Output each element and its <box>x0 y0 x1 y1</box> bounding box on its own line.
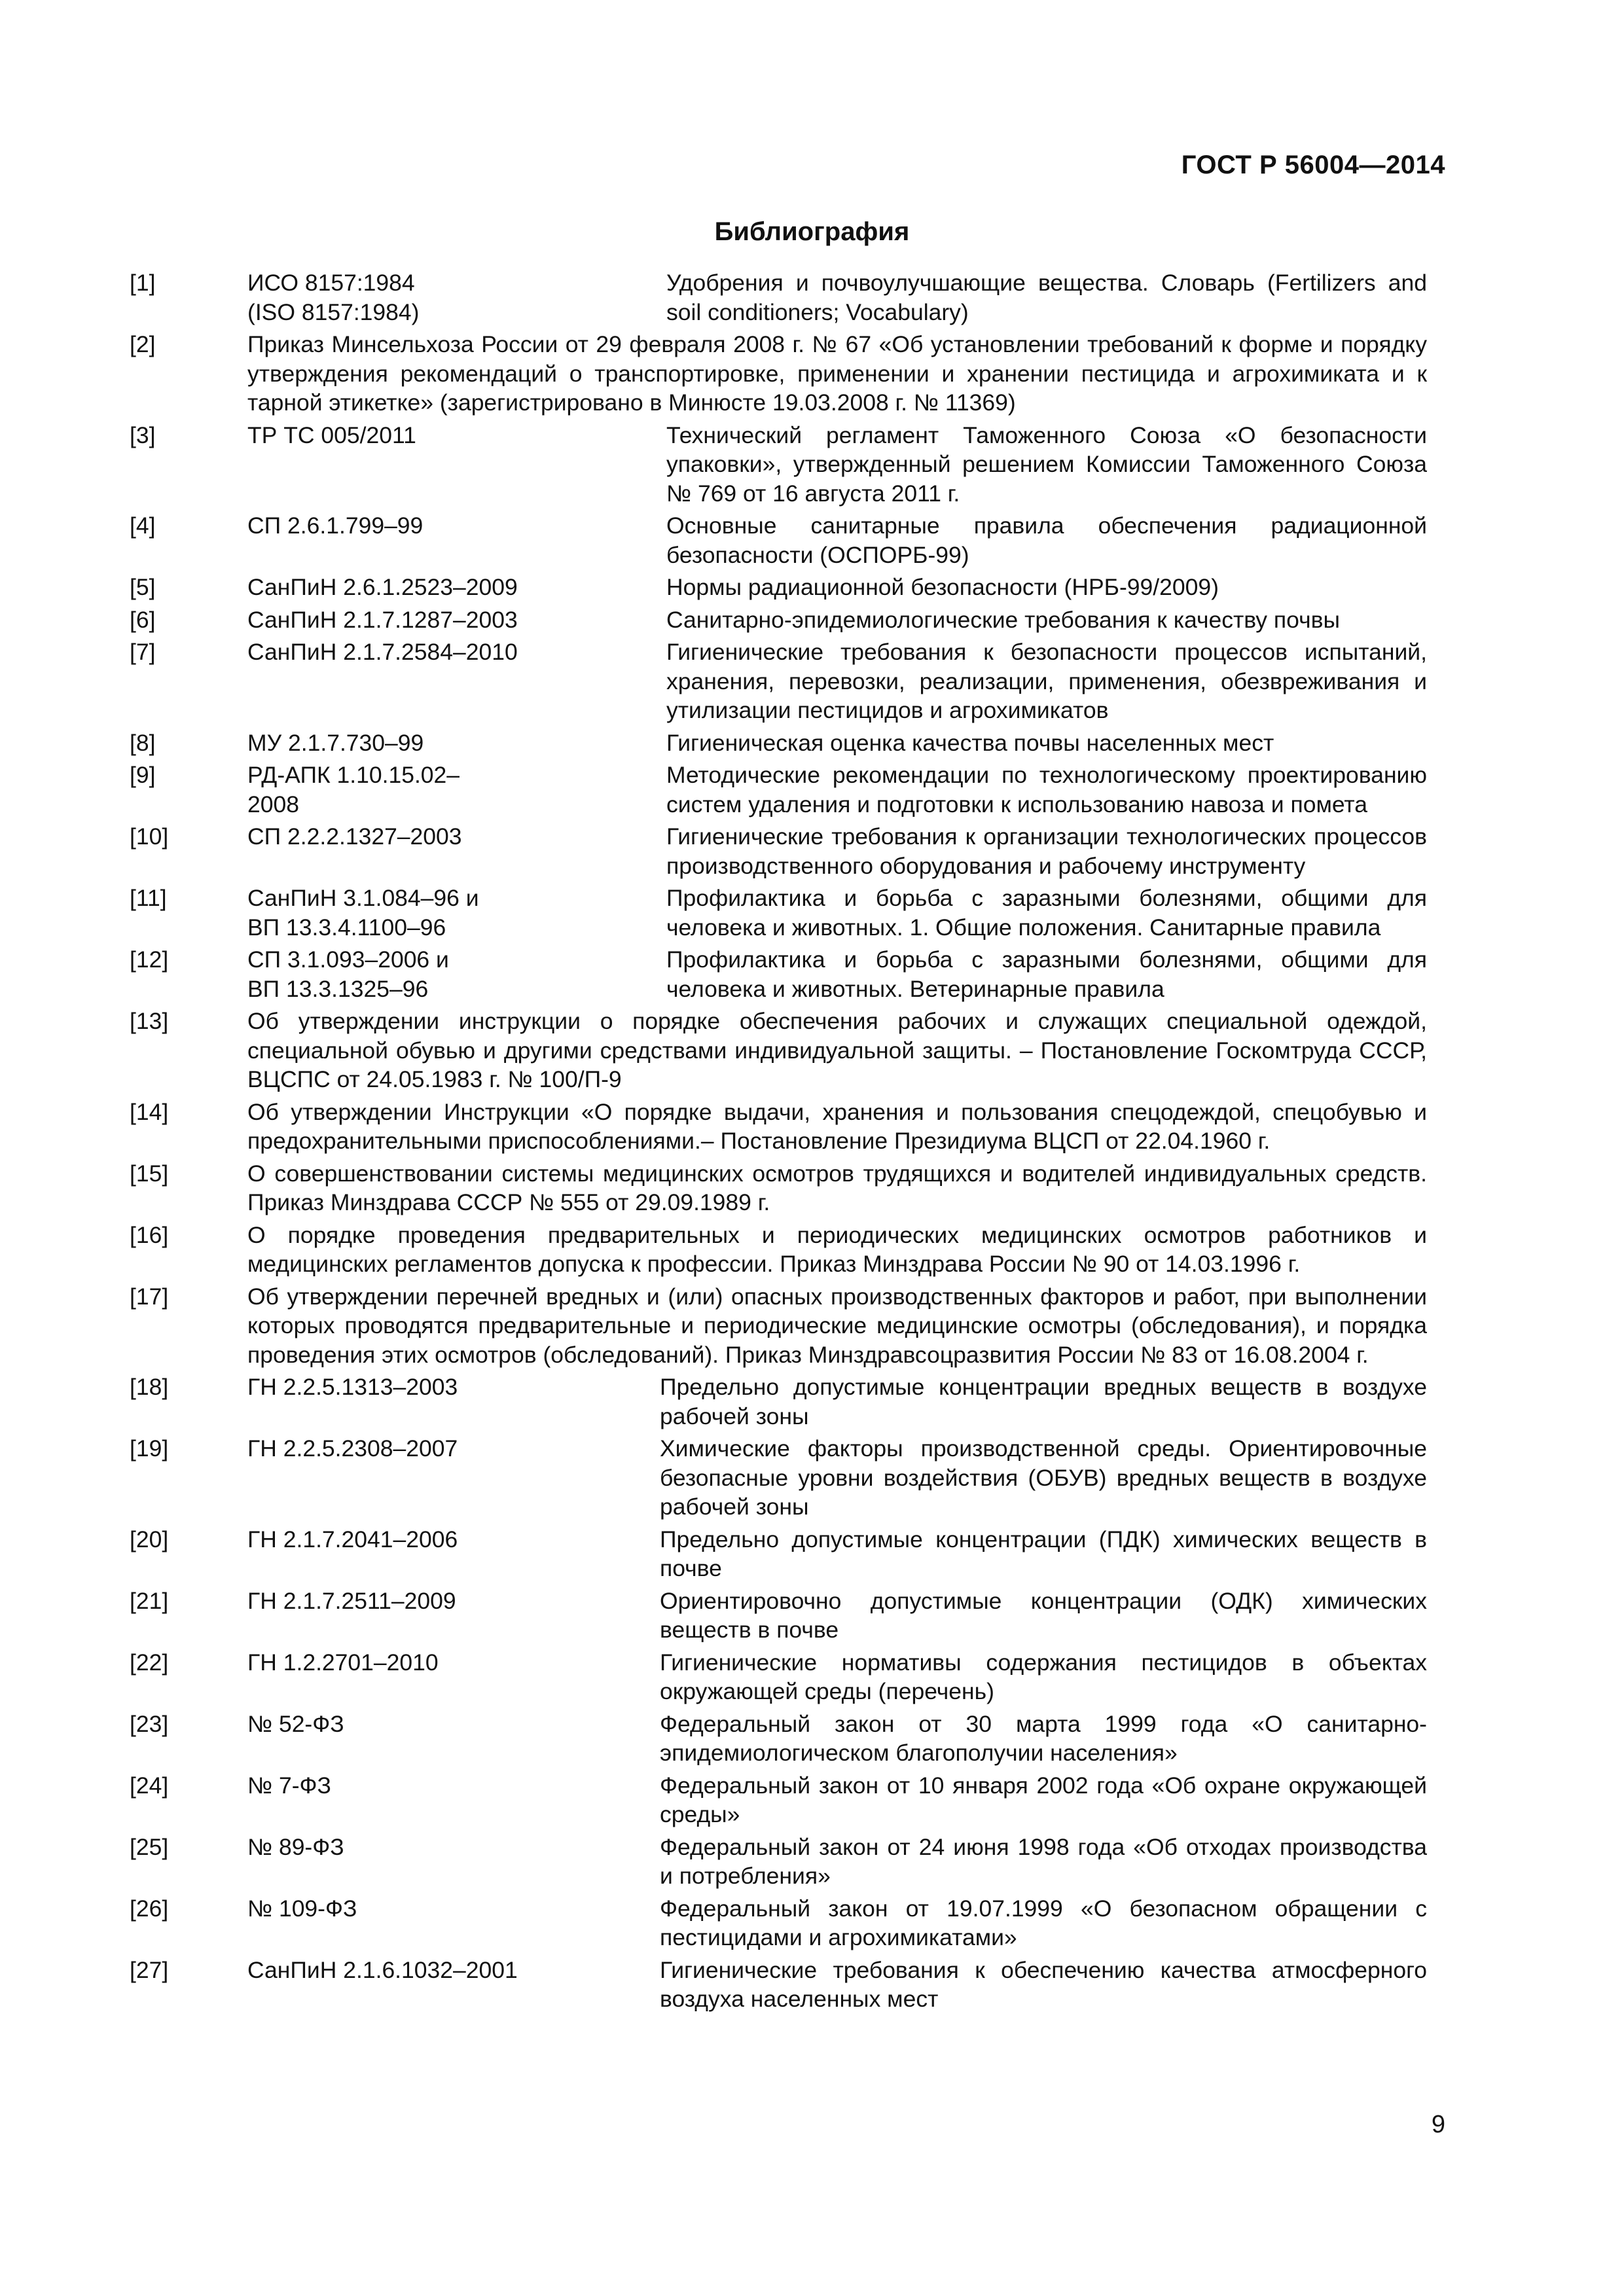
entry-code: ИСО 8157:1984 (ISO 8157:1984) <box>247 270 420 325</box>
bibliography-entry <box>130 1771 1427 1829</box>
entry-number: [7] <box>130 639 156 665</box>
bibliography-entry <box>130 1221 1427 1279</box>
entry-number: [25] <box>130 1833 169 1860</box>
entry-description: Гигиенические требования к безопасности процессов испытаний, хранения, перевозки, реализации, применения, обезвреживания и утилизации пестицидов и агрохимикатов <box>666 639 1427 723</box>
entry-number: [22] <box>130 1649 169 1676</box>
entry-description: Ориентировочно допустимые концентрации (ОДК) химических веществ в почве <box>660 1587 1427 1643</box>
bibliography-entry <box>130 268 1427 327</box>
entry-description: Профилактика и борьба с заразными болезнями, общими для человека и животных. 1. Общие положения. Санитарные правила <box>666 885 1427 941</box>
entry-code: СП 2.6.1.799–99 <box>247 512 424 539</box>
entry-description: Гигиенические нормативы содержания пестицидов в объектах окружающей среды (перечень) <box>660 1649 1427 1704</box>
entry-code: ГН 2.1.7.2511–2009 <box>247 1587 456 1614</box>
entry-code: РД-АПК 1.10.15.02– 2008 <box>247 762 460 817</box>
bibliography-entry <box>130 1159 1427 1217</box>
entry-number: [3] <box>130 422 156 448</box>
entry-description: Федеральный закон от 30 марта 1999 года «О санитарно-эпидемиологическом благополучии населения» <box>660 1710 1427 1766</box>
bibliography-entry <box>130 421 1427 509</box>
bibliography-entry <box>130 1372 1427 1431</box>
entry-number: [15] <box>130 1160 169 1187</box>
entry-code: СП 2.2.2.1327–2003 <box>247 823 462 850</box>
entry-number: [26] <box>130 1895 169 1922</box>
bibliography-entry <box>130 945 1427 1003</box>
entry-number: [8] <box>130 729 156 756</box>
entry-number: [4] <box>130 512 156 539</box>
bibliography-entry <box>130 511 1427 569</box>
entry-text: Об утверждении перечней вредных и (или) опасных производственных факторов и работ, при выполнении которых проводятся предварительные и периодические медицинские осмотры (обследования), и порядка проведения этих осмотров (обследований). Приказ Минздравсоцразвития России № 83 от 16.08.2004 г. <box>247 1283 1427 1368</box>
entry-code: № 7-ФЗ <box>247 1772 331 1799</box>
bibliography-entry <box>130 884 1427 942</box>
entry-description: Федеральный закон от 19.07.1999 «О безопасном обращении с пестицидами и агрохимикатами» <box>660 1895 1427 1950</box>
bibliography-list <box>130 268 1427 2017</box>
entry-description: Нормы радиационной безопасности (НРБ-99/2009) <box>666 574 1219 600</box>
bibliography-entry <box>130 761 1427 819</box>
bibliography-entry <box>130 1894 1427 1952</box>
entry-number: [21] <box>130 1587 169 1614</box>
entry-number: [14] <box>130 1098 169 1125</box>
entry-number: [6] <box>130 606 156 633</box>
bibliography-entry <box>130 1587 1427 1645</box>
entry-code: ТР ТС 005/2011 <box>247 422 416 448</box>
bibliography-entry <box>130 1648 1427 1706</box>
bibliography-entry <box>130 1282 1427 1370</box>
bibliography-entry <box>130 605 1427 635</box>
entry-description: Удобрения и почвоулучшающие вещества. Словарь (Fertilizers and soil conditioners; Vocabulary) <box>666 270 1427 325</box>
entry-description: Гигиеническая оценка качества почвы населенных мест <box>666 729 1274 756</box>
entry-description: Гигиенические требования к обеспечению качества атмосферного воздуха населенных мест <box>660 1956 1427 2012</box>
bibliography-entry <box>130 1710 1427 1768</box>
entry-number: [16] <box>130 1221 169 1248</box>
entry-number: [18] <box>130 1374 169 1400</box>
entry-number: [24] <box>130 1772 169 1799</box>
entry-number: [27] <box>130 1956 169 1983</box>
entry-code: СанПиН 3.1.084–96 и ВП 13.3.4.1100–96 <box>247 885 479 941</box>
entry-code: № 109-ФЗ <box>247 1895 357 1922</box>
entry-code: ГН 2.2.5.2308–2007 <box>247 1435 458 1462</box>
entry-number: [12] <box>130 946 169 973</box>
entry-number: [11] <box>130 885 167 911</box>
bibliography-entry <box>130 1956 1427 2014</box>
entry-text: Об утверждении инструкции о порядке обеспечения рабочих и служащих специальной одеждой, специальной обувью и другими средствами индивидуальной защиты. – Постановление Госкомтруда СССР, ВЦСПС от 24.05.1983 г. № 100/П-9 <box>247 1008 1427 1092</box>
bibliography-entry <box>130 1525 1427 1583</box>
entry-text: О совершенствовании системы медицинских осмотров трудящихся и водителей индивидуальных средств. Приказ Минздрава СССР № 555 от 29.09.1989 г. <box>247 1160 1427 1215</box>
entry-description: Методические рекомендации по технологическому проектированию систем удаления и подготовки к использованию навоза и помета <box>666 762 1427 817</box>
entry-code: № 89-ФЗ <box>247 1833 344 1860</box>
entry-number: [20] <box>130 1526 169 1552</box>
entry-code: ГН 2.2.5.1313–2003 <box>247 1374 458 1400</box>
bibliography-entry <box>130 1007 1427 1094</box>
entry-description: Технический регламент Таможенного Союза «О безопасности упаковки», утвержденный решением Комиссии Таможенного Союза № 769 от 16 августа 2011 г. <box>666 422 1427 507</box>
entry-number: [5] <box>130 574 156 600</box>
entry-code: СП 3.1.093–2006 и ВП 13.3.1325–96 <box>247 946 449 1002</box>
bibliography-entry <box>130 573 1427 602</box>
bibliography-entry <box>130 1434 1427 1522</box>
entry-description: Предельно допустимые концентрации (ПДК) химических веществ в почве <box>660 1526 1427 1581</box>
entry-code: ГН 1.2.2701–2010 <box>247 1649 439 1676</box>
entry-number: [17] <box>130 1283 169 1310</box>
entry-number: [10] <box>130 823 169 850</box>
entry-description: Санитарно-эпидемиологические требования к качеству почвы <box>666 606 1340 633</box>
entry-description: Профилактика и борьба с заразными болезнями, общими для человека и животных. Ветеринарные правила <box>666 946 1427 1002</box>
page-number: 9 <box>1431 2111 1445 2138</box>
entry-number: [19] <box>130 1435 169 1462</box>
bibliography-entry <box>130 1098 1427 1156</box>
entry-description: Федеральный закон от 24 июня 1998 года «Об отходах производства и потребления» <box>660 1833 1427 1889</box>
entry-number: [23] <box>130 1710 169 1737</box>
entry-number: [2] <box>130 331 156 357</box>
document-header: ГОСТ Р 56004—2014 <box>1181 151 1445 179</box>
entry-description: Предельно допустимые концентрации вредных веществ в воздухе рабочей зоны <box>660 1374 1427 1429</box>
bibliography-entry <box>130 728 1427 758</box>
entry-description: Основные санитарные правила обеспечения радиационной безопасности (ОСПОРБ-99) <box>666 512 1427 568</box>
entry-code: СанПиН 2.1.6.1032–2001 <box>247 1956 518 1983</box>
entry-number: [1] <box>130 270 156 296</box>
entry-code: № 52-ФЗ <box>247 1710 344 1737</box>
entry-number: [9] <box>130 762 156 788</box>
entry-description: Гигиенические требования к организации технологических процессов производственного оборудования и рабочему инструменту <box>666 823 1427 879</box>
entry-code: СанПиН 2.1.7.2584–2010 <box>247 639 518 665</box>
entry-description: Федеральный закон от 10 января 2002 года «Об охране окружающей среды» <box>660 1772 1427 1827</box>
bibliography-entry <box>130 822 1427 880</box>
entry-text: О порядке проведения предварительных и периодических медицинских осмотров работников и медицинских регламентов допуска к профессии. Приказ Минздрава России № 90 от 14.03.1996 г. <box>247 1221 1427 1277</box>
entry-code: СанПиН 2.6.1.2523–2009 <box>247 574 518 600</box>
entry-number: [13] <box>130 1008 169 1034</box>
entry-text: Приказ Минсельхоза России от 29 февраля 2008 г. № 67 «Об установлении требований к форме и порядку утверждения рекомендаций о транспортировке, применении и хранении пестицида и агрохимиката и к тарной этикетке» (зарегистрировано в Минюсте 19.03.2008 г. № 11369) <box>247 331 1427 416</box>
bibliography-entry <box>130 330 1427 418</box>
entry-text: Об утверждении Инструкции «О порядке выдачи, хранения и пользования спецодеждой, спецобувью и предохранительными приспособлениями.– Постановление Президиума ВЦСП от 22.04.1960 г. <box>247 1098 1427 1154</box>
entry-code: МУ 2.1.7.730–99 <box>247 729 424 756</box>
entry-code: СанПиН 2.1.7.1287–2003 <box>247 606 518 633</box>
entry-code: ГН 2.1.7.2041–2006 <box>247 1526 458 1552</box>
bibliography-entry <box>130 1833 1427 1891</box>
bibliography-entry <box>130 637 1427 725</box>
section-title: Библиография <box>714 217 910 246</box>
entry-description: Химические факторы производственной среды. Ориентировочные безопасные уровни воздействия (ОБУВ) вредных веществ в воздухе рабочей зоны <box>660 1435 1427 1520</box>
